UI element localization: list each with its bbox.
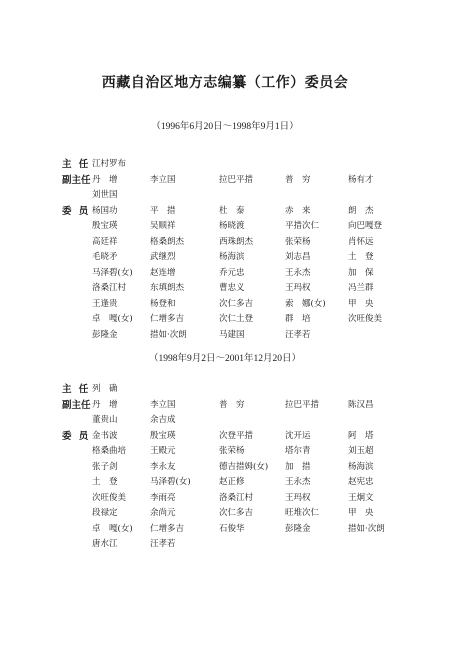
person-name: 赵正修: [219, 477, 245, 487]
person-name: 阿 塔: [348, 430, 374, 441]
name-list: [92, 312, 422, 328]
person-name: 措如·次朗: [150, 329, 187, 340]
person-name: 次旺俊美: [348, 314, 383, 324]
person-name: 杜 泰: [219, 205, 245, 216]
roster-row: [62, 475, 422, 491]
name-list: [92, 235, 422, 251]
person-name: 赵连增: [150, 267, 176, 278]
person-name: 次仁土登: [219, 314, 254, 324]
roster-row: [62, 537, 422, 553]
name-list: [92, 297, 422, 313]
person-name: 马泽碧(女): [150, 477, 191, 487]
roster-row: [62, 281, 422, 297]
person-name: 西珠朗杰: [219, 236, 254, 247]
person-name: 余吉成: [150, 415, 176, 425]
director-role-label: 主 任: [62, 159, 91, 170]
name-list: [92, 382, 422, 398]
roster-row: [62, 219, 422, 235]
name-list: [92, 522, 422, 538]
person-name: 武继烈: [150, 252, 176, 262]
person-name: 土 登: [92, 477, 118, 487]
person-name: 洛桑江村: [219, 492, 254, 503]
person-name: 平 措: [150, 205, 176, 216]
person-name: 仁增多吉: [150, 314, 185, 324]
name-list: [92, 266, 422, 282]
person-name: 马泽碧(女): [92, 267, 133, 278]
person-name: 汪孝若: [285, 329, 311, 340]
person-name: 殷宝瑛: [150, 430, 176, 441]
person-name: 杨晓渡: [219, 221, 245, 231]
person-name: 江村罗布: [92, 159, 127, 169]
document-title: 西藏自治区地方志编纂（工作）委员会: [101, 75, 349, 91]
roster-row: [62, 266, 422, 282]
roster-row: [62, 429, 422, 445]
person-name: 肖怀远: [348, 236, 374, 247]
person-name: 群 培: [285, 314, 311, 324]
person-name: 次仁多吉: [219, 508, 254, 518]
period-1-roster: [62, 157, 422, 343]
person-name: 次仁多吉: [219, 298, 254, 309]
name-list: [92, 173, 422, 189]
person-name: 赤 来: [285, 205, 311, 216]
name-list: [92, 204, 422, 220]
person-name: 普 穷: [285, 174, 311, 185]
member-role-label: 委 员: [62, 205, 91, 217]
person-name: 塔尔青: [285, 446, 311, 456]
person-name: 杨海滨: [219, 252, 245, 262]
person-name: 高廷祥: [92, 236, 118, 247]
roster-row: [62, 491, 422, 507]
person-name: 杨有才: [348, 174, 374, 185]
person-name: 仁增多吉: [150, 523, 185, 534]
person-name: 乔元忠: [219, 267, 245, 278]
person-name: 陈汉昌: [348, 399, 374, 410]
person-name: 措如·次朗: [348, 523, 385, 534]
person-name: 金书波: [92, 430, 118, 441]
person-name: 王永杰: [285, 477, 311, 487]
person-name: 王玛权: [285, 283, 311, 293]
person-name: 王炯文: [348, 492, 374, 503]
person-name: 格桑朗杰: [150, 236, 185, 247]
person-name: 洛桑江村: [92, 283, 127, 293]
name-list: [92, 281, 422, 297]
person-name: 平措次仁: [285, 221, 320, 231]
person-name: 索 娜(女): [285, 298, 326, 309]
name-list: [92, 413, 422, 429]
roster-row: [62, 173, 422, 189]
person-name: 马建国: [219, 329, 245, 340]
name-list: [92, 491, 422, 507]
roster-row: [62, 297, 422, 313]
person-name: 余尚元: [150, 508, 176, 518]
roster-row: [62, 204, 422, 220]
person-name: 东填朗杰: [150, 283, 185, 293]
name-list: [92, 188, 422, 204]
deputy-role-label: 副主任: [62, 399, 91, 411]
person-name: 卓 嘎(女): [92, 314, 133, 324]
person-name: 石俊华: [219, 523, 245, 534]
person-name: 杨国功: [92, 205, 118, 216]
period-1-dates: （1996年6月20日～1998年9月1日）: [151, 122, 299, 132]
name-list: [92, 328, 422, 344]
person-name: 刘志昌: [285, 252, 311, 262]
person-name: 加 措: [285, 461, 311, 472]
person-name: 甲 央: [348, 508, 374, 518]
period-2-roster: [62, 382, 422, 553]
person-name: 加 保: [348, 267, 374, 278]
person-name: 刘玉超: [348, 446, 374, 456]
person-name: 王永杰: [285, 267, 311, 278]
person-name: 张子剑: [92, 461, 118, 472]
name-list: [92, 398, 422, 414]
person-name: 次登平措: [219, 430, 254, 441]
name-list: [92, 537, 422, 553]
person-name: 唐水江: [92, 539, 118, 549]
name-list: [92, 250, 422, 266]
name-list: [92, 219, 422, 235]
person-name: 卓 嘎(女): [92, 523, 133, 534]
roster-row: [62, 157, 422, 173]
person-name: 冯兰群: [348, 283, 374, 293]
person-name: 李立国: [150, 174, 176, 185]
person-name: 普 穷: [219, 399, 245, 410]
person-name: 彭隆金: [285, 523, 311, 534]
deputy-role-label: 副主任: [62, 174, 91, 186]
period-2-dates: （1998年9月2日～2001年12月20日）: [148, 354, 301, 364]
person-name: 刘世国: [92, 190, 118, 200]
director-role-label: 主 任: [62, 384, 91, 395]
roster-row: [62, 235, 422, 251]
roster-row: [62, 312, 422, 328]
person-name: 杨海滨: [348, 461, 374, 472]
person-name: 甲 央: [348, 298, 374, 309]
person-name: 李永友: [150, 461, 176, 472]
person-name: 格桑曲培: [92, 446, 127, 456]
person-name: 赵宪忠: [348, 477, 374, 487]
person-name: 王玛权: [285, 492, 311, 503]
person-name: 张荣杨: [219, 446, 245, 456]
name-list: [92, 475, 422, 491]
person-name: 彭隆金: [92, 329, 118, 340]
person-name: 曹忠义: [219, 283, 245, 293]
roster-row: [62, 188, 422, 204]
roster-row: [62, 506, 422, 522]
person-name: 丹 增: [92, 174, 118, 185]
person-name: 丹 增: [92, 399, 118, 410]
roster-row: [62, 328, 422, 344]
person-name: 段禄定: [92, 508, 118, 518]
person-name: 王殿元: [150, 446, 176, 456]
person-name: 沈开运: [285, 430, 311, 441]
person-name: 毛晓矛: [92, 252, 118, 262]
person-name: 旺堆次仁: [285, 508, 320, 518]
person-name: 殷宝瑛: [92, 221, 118, 231]
member-role-label: 委 员: [62, 430, 91, 442]
person-name: 土 登: [348, 252, 374, 262]
roster-row: [62, 382, 422, 398]
person-name: 汪孝若: [150, 539, 176, 549]
person-name: 李雨亮: [150, 492, 176, 503]
person-name: 吴顺祥: [150, 221, 176, 231]
roster-row: [62, 413, 422, 429]
roster-row: [62, 398, 422, 414]
roster-row: [62, 250, 422, 266]
person-name: 朗 杰: [348, 205, 374, 216]
person-name: 拉巴平措: [285, 399, 320, 410]
name-list: [92, 506, 422, 522]
roster-row: [62, 444, 422, 460]
person-name: 杨登和: [150, 298, 176, 309]
person-name: 张荣杨: [285, 236, 311, 247]
roster-row: [62, 460, 422, 476]
name-list: [92, 444, 422, 460]
person-name: 列 确: [92, 384, 118, 394]
person-name: 次旺俊美: [92, 492, 127, 503]
person-name: 李立国: [150, 399, 176, 410]
name-list: [92, 157, 422, 173]
person-name: 拉巴平措: [219, 174, 254, 185]
person-name: 董贵山: [92, 415, 118, 425]
roster-row: [62, 522, 422, 538]
person-name: 向巴嘎登: [348, 221, 383, 231]
name-list: [92, 429, 422, 445]
person-name: 王逢贵: [92, 298, 118, 309]
person-name: 德吉措姆(女): [219, 461, 269, 472]
name-list: [92, 460, 422, 476]
